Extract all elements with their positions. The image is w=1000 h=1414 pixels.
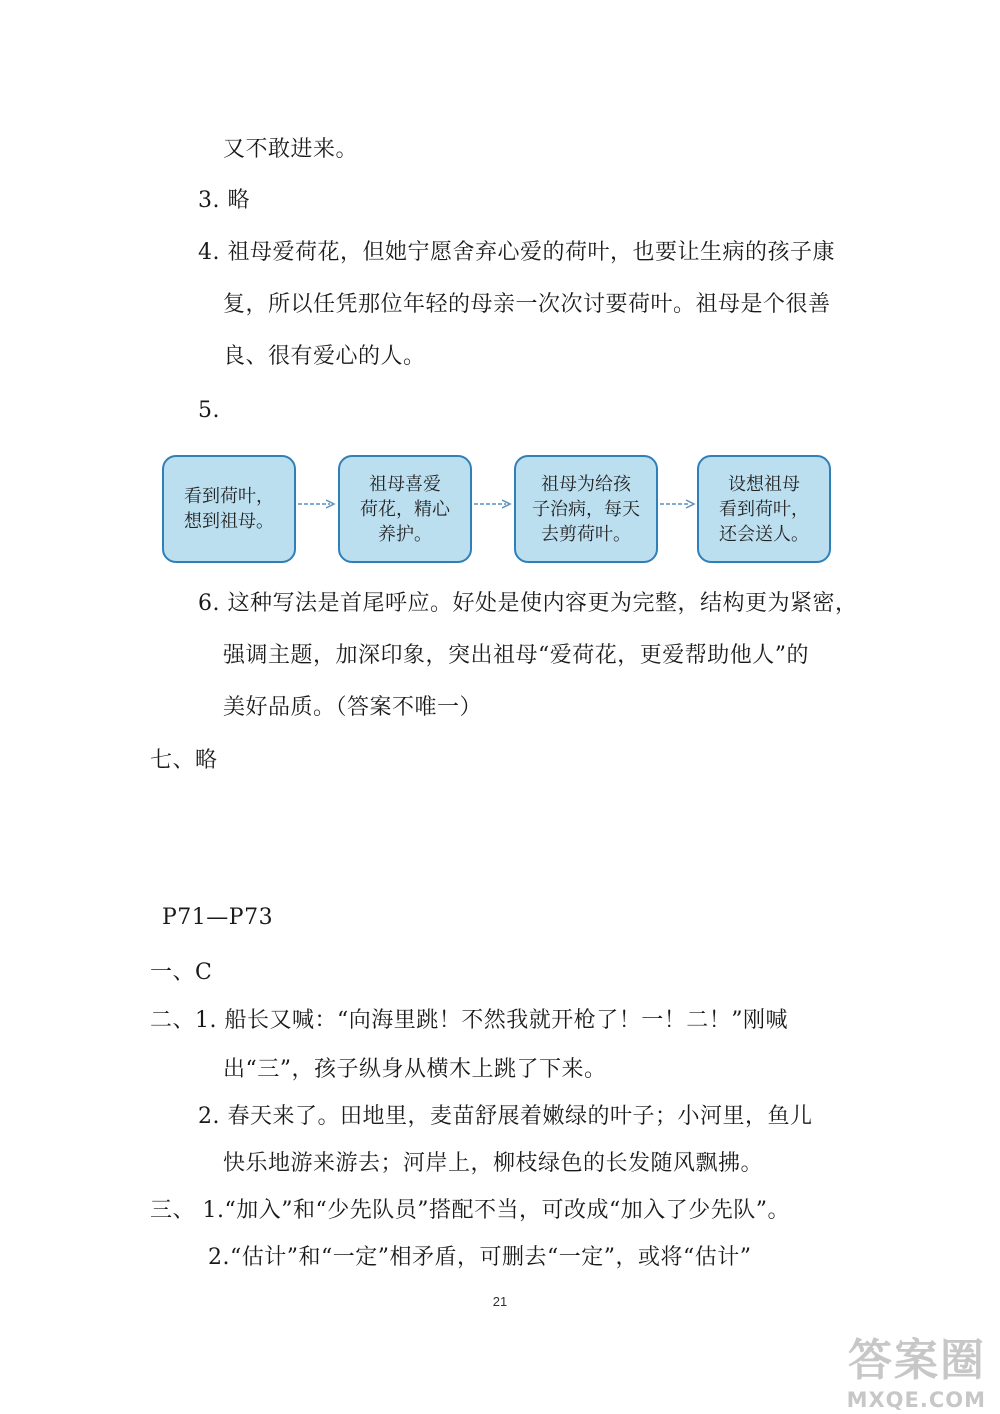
page-range-heading: P71—P73	[162, 905, 274, 930]
flow-box-text: 子治病，每天	[532, 498, 640, 520]
text-line: 又不敢进来。	[223, 137, 359, 162]
flow-box-3	[514, 455, 658, 563]
answer-6: 6. 这种写法是首尾呼应。好处是使内容更为完整，结构更为紧密，	[198, 591, 858, 616]
section-3-item-2: 2.“估计”和“一定”相矛盾，可删去“一定”，或将“估计”	[208, 1245, 752, 1270]
flow-box-2	[338, 455, 472, 563]
section-3-item-1: 三、 1.“加入”和“少先队员”搭配不当，可改成“加入了少先队”。	[150, 1198, 790, 1223]
text-line: 出“三”，孩子纵身从横木上跳了下来。	[223, 1057, 607, 1082]
text-line: 强调主题，加深印象，突出祖母“爱荷花，更爱帮助他人”的	[223, 643, 809, 668]
text-line: 复，所以任凭那位年轻的母亲一次次讨要荷叶。祖母是个很善	[223, 292, 831, 317]
arrow-icon	[296, 496, 338, 512]
flow-box-text: 养护。	[378, 523, 432, 545]
flow-box-text: 祖母为给孩	[541, 473, 631, 495]
flow-box-text: 看到荷叶，	[719, 498, 809, 520]
answer-4: 4. 祖母爱荷花，但她宁愿舍弃心爱的荷叶，也要让生病的孩子康	[198, 240, 835, 265]
flow-box-text: 去剪荷叶。	[541, 523, 631, 545]
arrow-icon	[472, 496, 514, 512]
flow-box-1	[162, 455, 296, 563]
answer-3: 3. 略	[198, 188, 250, 213]
text-line: 美好品质。（答案不唯一）	[223, 695, 483, 720]
page-number: 21	[492, 1294, 508, 1309]
section-7: 七、略	[150, 748, 218, 773]
arrow-icon	[658, 496, 698, 512]
flow-box-text: 设想祖母	[728, 473, 800, 495]
text-line: 快乐地游来游去；河岸上，柳枝绿色的长发随风飘拂。	[223, 1151, 764, 1176]
flow-box-text: 还会送人。	[719, 523, 809, 545]
watermark-logo	[786, 1324, 986, 1412]
section-2-item-1: 二、1. 船长又喊：“向海里跳！不然我就开枪了！一！二！”刚喊	[150, 1008, 788, 1033]
flow-box-4	[697, 455, 831, 563]
section-2-item-2: 2. 春天来了。田地里，麦苗舒展着嫩绿的叶子；小河里，鱼儿	[198, 1104, 813, 1129]
watermark-site: MXQE.COM	[846, 1388, 986, 1412]
flow-box-text: 荷花，精心	[360, 498, 450, 520]
section-1: 一、C	[150, 960, 213, 985]
flow-box-text: 想到祖母。	[184, 511, 274, 532]
text-line: 良、很有爱心的人。	[223, 344, 426, 369]
flow-box-text: 祖母喜爱	[369, 473, 441, 495]
flow-box-text: 看到荷叶，	[184, 486, 274, 507]
watermark-logo-text: 答案圈	[848, 1335, 986, 1386]
answer-5: 5.	[198, 398, 220, 423]
